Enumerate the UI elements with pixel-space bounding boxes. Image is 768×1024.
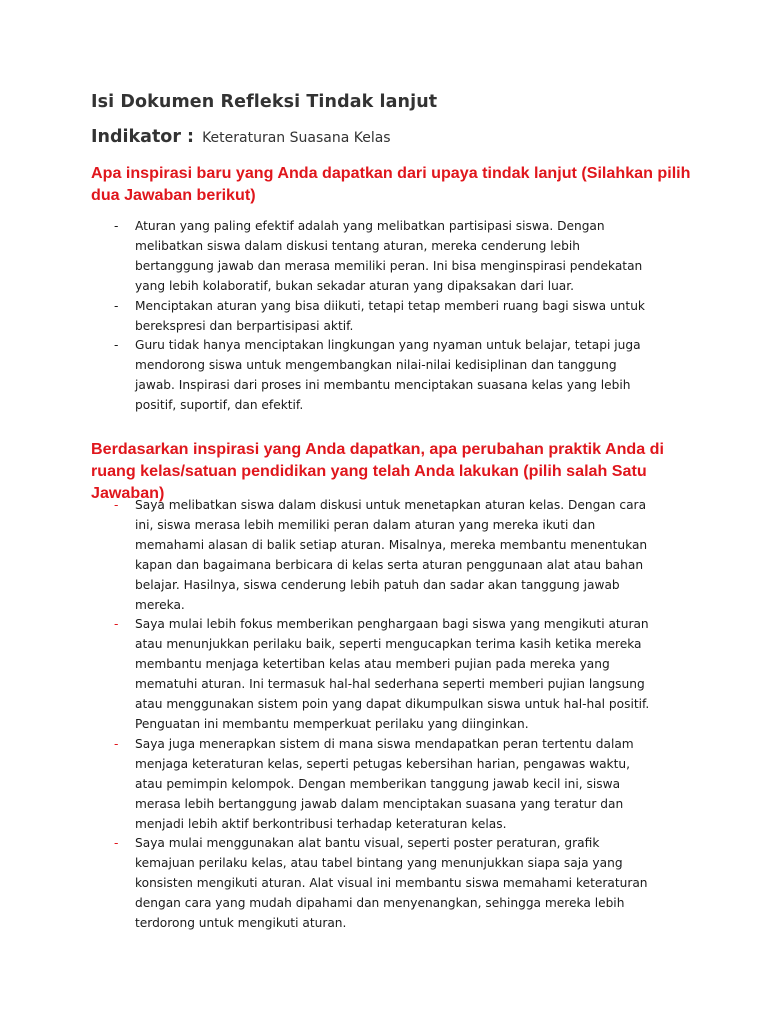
list-item-text: Saya mulai menggunakan alat bantu visual, seperti poster peraturan, grafik kemajuan perilaku kelas, atau tabel bintang yang menunjukkan siapa saja yang konsisten mengikuti aturan. Alat visual ini membantu siswa memahami keteraturan dengan cara yang mudah dipahami dan menyenangkan, sehingga mereka lebih terdorong untuk mengikuti aturan. xyxy=(135,836,648,931)
question-2: Berdasarkan inspirasi yang Anda dapatkan, apa perubahan praktik Anda di ruang kelas/satuan pendidikan yang telah Anda lakukan (pilih salah Satu Jawaban) xyxy=(91,440,664,502)
bullet-dash: - xyxy=(114,617,119,632)
list-item xyxy=(0,834,655,934)
list-item-text: Saya melibatkan siswa dalam diskusi untuk menetapkan aturan kelas. Dengan cara ini, siswa merasa lebih memiliki peran dalam aturan yang mereka ikuti dan memahami alasan di balik setiap aturan. Misalnya, mereka membantu menentukan kapan dan bagaimana berbicara di kelas serta aturan penggunaan alat atau bahan belajar. Hasilnya, siswa cenderung lebih patuh dan sadar akan tanggung jawab mereka. xyxy=(135,498,648,612)
answer-list-1 xyxy=(0,217,768,416)
list-item-text: Menciptakan aturan yang bisa diikuti, tetapi tetap memberi ruang bagi siswa untuk berekspresi dan berpartisipasi aktif. xyxy=(135,298,645,333)
list-item-text: Aturan yang paling efektif adalah yang melibatkan partisipasi siswa. Dengan melibatkan siswa dalam diskusi tentang aturan, mereka cenderung lebih bertanggung jawab dan merasa memiliki peran. Ini bisa menginspirasi pendekatan yang lebih kolaboratif, bukan sekadar aturan yang dipaksakan dari luar. xyxy=(135,219,643,293)
bullet-dash: - xyxy=(114,338,119,353)
bullet-dash: - xyxy=(114,836,119,851)
indicator-line xyxy=(91,127,391,147)
indicator-value: Keteraturan Suasana Kelas xyxy=(202,130,391,146)
bullet-dash: - xyxy=(114,736,119,751)
list-item xyxy=(0,615,655,734)
list-item-text: Guru tidak hanya menciptakan lingkungan yang nyaman untuk belajar, tetapi juga mendorong siswa untuk mengembangkan nilai-nilai kedisiplinan dan tanggung jawab. Inspirasi dari proses ini membantu menciptakan suasana kelas yang lebih positif, suportif, dan efektif. xyxy=(135,338,641,413)
document-title: Isi Dokumen Refleksi Tindak lanjut xyxy=(91,92,438,112)
question-1: Apa inspirasi baru yang Anda dapatkan dari upaya tindak lanjut (Silahkan pilih dua Jawaban berikut) xyxy=(91,164,691,204)
list-item xyxy=(0,217,655,297)
list-item xyxy=(0,496,655,615)
list-item-text: Saya juga menerapkan sistem di mana siswa mendapatkan peran tertentu dalam menjaga keteraturan kelas, seperti petugas kebersihan harian, pengawas waktu, atau pemimpin kelompok. Dengan memberikan tanggung jawab kecil ini, siswa merasa lebih bertanggung jawab dalam menciptakan suasana yang teratur dan menjadi lebih aktif berkontribusi terhadap keteraturan kelas. xyxy=(135,736,634,831)
list-item xyxy=(0,297,655,337)
indicator-label: Indikator : xyxy=(91,127,195,147)
bullet-dash: - xyxy=(114,298,119,313)
answer-list-2 xyxy=(0,496,768,934)
list-item xyxy=(0,336,655,416)
bullet-dash: - xyxy=(114,219,119,233)
list-item-text: Saya mulai lebih fokus memberikan penghargaan bagi siswa yang mengikuti aturan atau menunjukkan perilaku baik, seperti mengucapkan terima kasih ketika mereka membantu menjaga ketertiban kelas atau memberi pujian pada mereka yang mematuhi aturan. Ini termasuk hal-hal sederhana seperti memberi pujian langsung atau menggunakan sistem poin yang dapat dikumpulkan siswa untuk hal-hal positif. Penguatan ini membantu memperkuat perilaku yang diinginkan. xyxy=(135,617,650,731)
bullet-dash: - xyxy=(114,498,119,512)
list-item xyxy=(0,735,655,835)
